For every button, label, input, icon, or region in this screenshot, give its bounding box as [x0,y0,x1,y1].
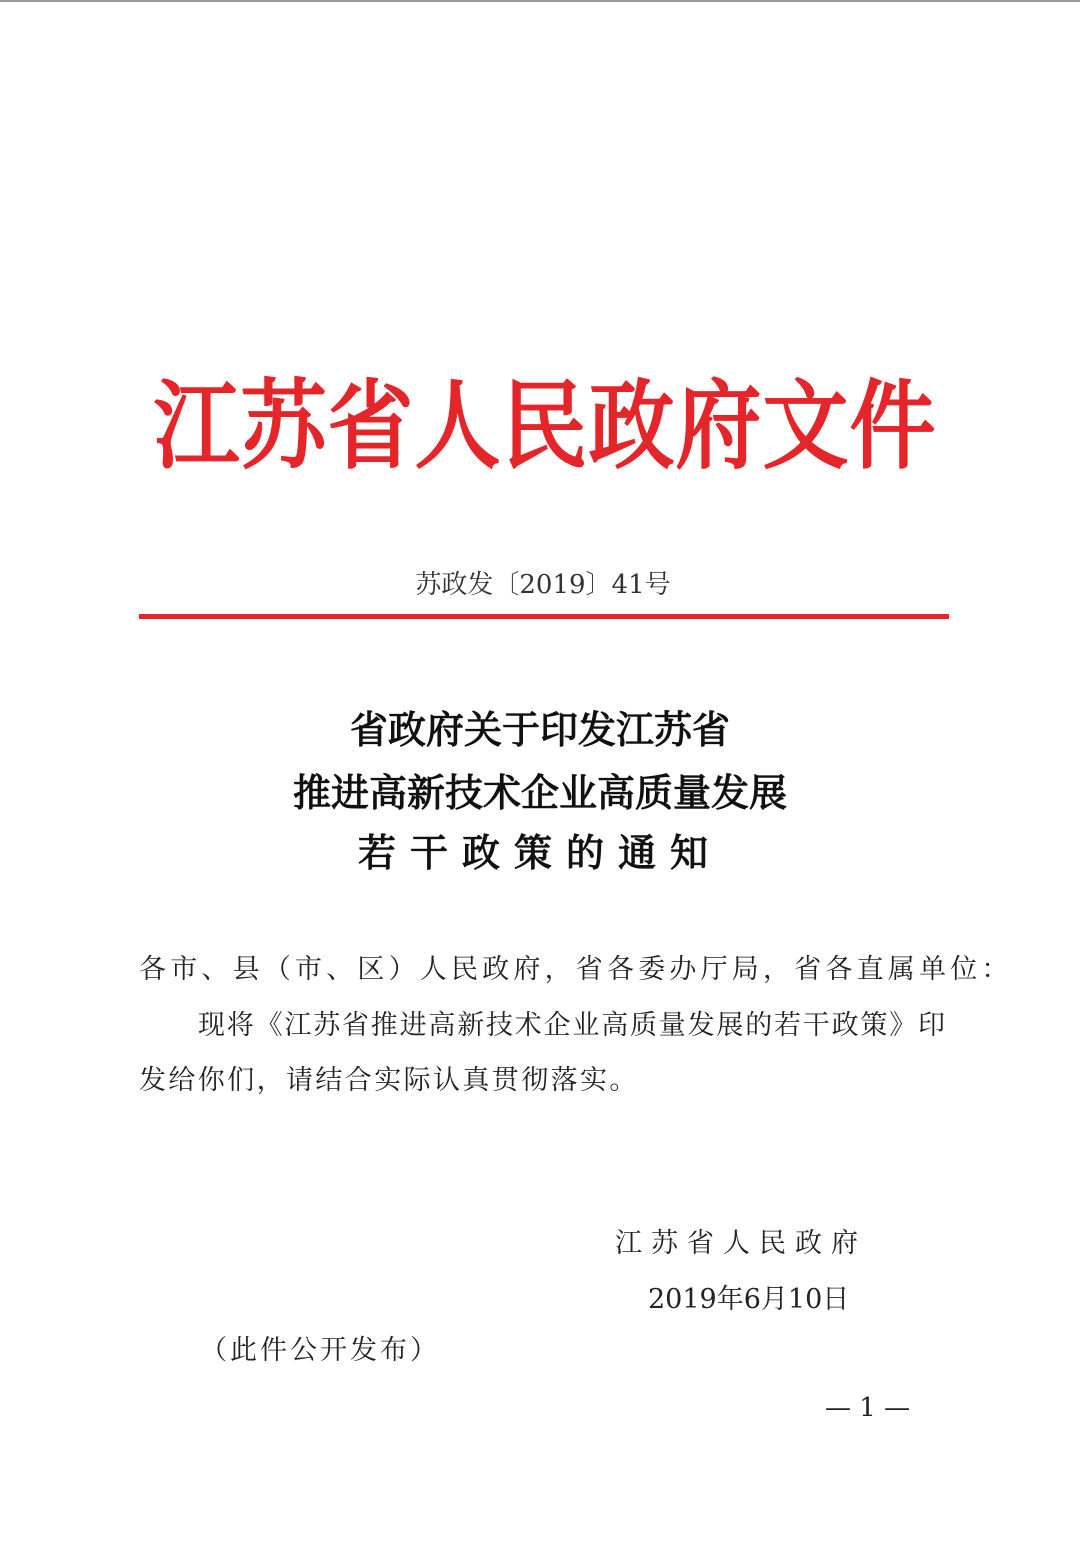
publication-note: （此件公开发布） [200,1335,440,1366]
issue-date: 2019年6月10日 [648,1284,850,1315]
body-paragraph-line-2: 发给你们，请结合实际认真贯彻落实。 [139,1065,639,1096]
document-title-line-1: 省政府关于印发江苏省 [349,707,730,752]
page-top-border [0,0,1080,2]
document-title-line-3: 若干政策的通知 [357,830,722,875]
salutation: 各市、县（市、区）人民政府，省各委办厅局，省各直属单位： [139,954,1013,985]
document-masthead: 江苏省人民政府文件 [153,369,937,483]
page-number: — 1 — [825,1393,911,1423]
document-title-line-2: 推进高新技术企业高质量发展 [292,770,787,815]
red-separator-line [139,614,949,619]
body-paragraph-line-1: 现将《江苏省推进高新技术企业高质量发展的若干政策》印 [198,1010,947,1041]
document-number: 苏政发〔2019〕41号 [415,570,671,600]
issuing-authority: 江苏省人民政府 [615,1228,867,1259]
